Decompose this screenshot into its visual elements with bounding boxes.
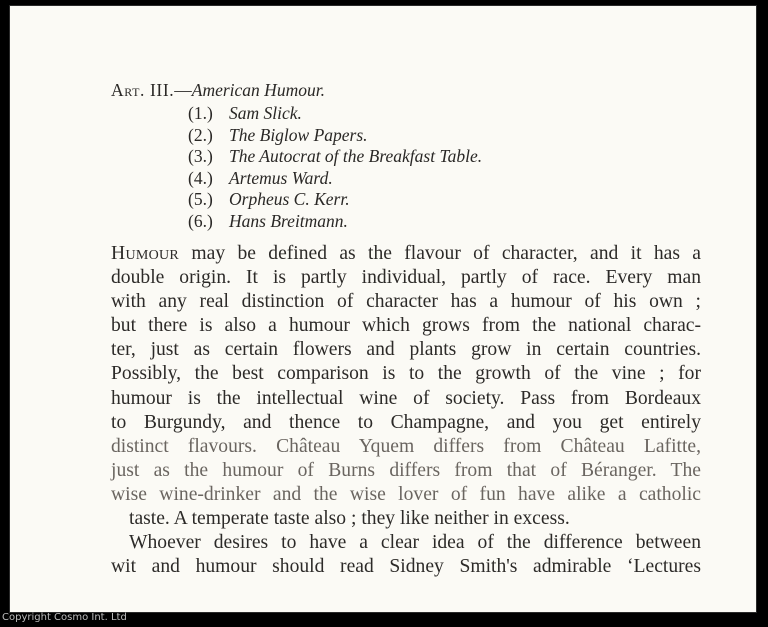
article-dash: — <box>174 80 192 100</box>
text-line: just as the humour of Burns differs from that of Béranger. The <box>111 459 701 481</box>
article-heading <box>111 80 325 101</box>
line-text: may be defined as the flavour of character, and it has a <box>179 243 701 264</box>
list-item <box>188 211 482 233</box>
article-title: American Humour. <box>191 80 325 100</box>
text-line: to Burgundy, and thence to Champagne, and you get entirely <box>111 411 701 433</box>
list-item-number: (6.) <box>188 210 213 231</box>
text-line: distinct flavours. Château Yquem differs from Château Lafitte, <box>111 435 701 457</box>
text-line: wit and humour should read Sidney Smith's admirable ‘Lectures <box>111 556 701 578</box>
list-item-number: (2.) <box>188 124 213 145</box>
text-line: Whoever desires to have a clear idea of the difference between <box>129 532 701 554</box>
text-line: with any real distinction of character has a humour of his own ; <box>111 291 701 313</box>
text-line: taste. A temperate taste also ; they like neither in excess. <box>129 508 570 530</box>
list-item-title: Orpheus C. Kerr. <box>229 189 350 209</box>
text-line: ter, just as certain flowers and plants grow in certain countries. <box>111 339 701 361</box>
list-item-number: (3.) <box>188 146 213 166</box>
text-line: humour is the intellectual wine of society. Pass from Bordeaux <box>111 387 701 409</box>
list-item <box>188 146 482 168</box>
list-item-title: Sam Slick. <box>229 103 302 123</box>
list-item <box>188 189 482 211</box>
text-line <box>111 242 701 266</box>
subtitle-list <box>188 103 482 232</box>
text-line: wise wine-drinker and the wise lover of fun have alike a catholic <box>111 483 701 505</box>
list-item-number: (1.) <box>188 103 213 123</box>
body-text <box>111 242 701 579</box>
list-item-title: Hans Breitmann. <box>229 210 348 231</box>
list-item <box>188 168 482 190</box>
book-page <box>9 5 757 613</box>
paragraph-1 <box>111 242 701 531</box>
list-item-title: The Autocrat of the Breakfast Table. <box>229 146 483 166</box>
list-item <box>188 103 482 125</box>
copyright-watermark: Copyright Cosmo Int. Ltd <box>2 612 127 623</box>
list-item-number: (5.) <box>188 189 213 209</box>
list-item <box>188 125 482 147</box>
text-line: Possibly, the best comparison is to the growth of the vine ; for <box>111 363 701 385</box>
list-item-title: The Biglow Papers. <box>229 124 368 145</box>
text-line: double origin. It is partly individual, partly of race. Every man <box>111 267 701 289</box>
list-item-title: Artemus Ward. <box>229 167 333 188</box>
paragraph-2 <box>111 531 701 579</box>
text-line: but there is also a humour which grows from the national charac- <box>111 315 701 337</box>
article-label: Art. III. <box>111 80 175 100</box>
drop-word: Humour <box>111 243 180 264</box>
list-item-number: (4.) <box>188 167 213 188</box>
